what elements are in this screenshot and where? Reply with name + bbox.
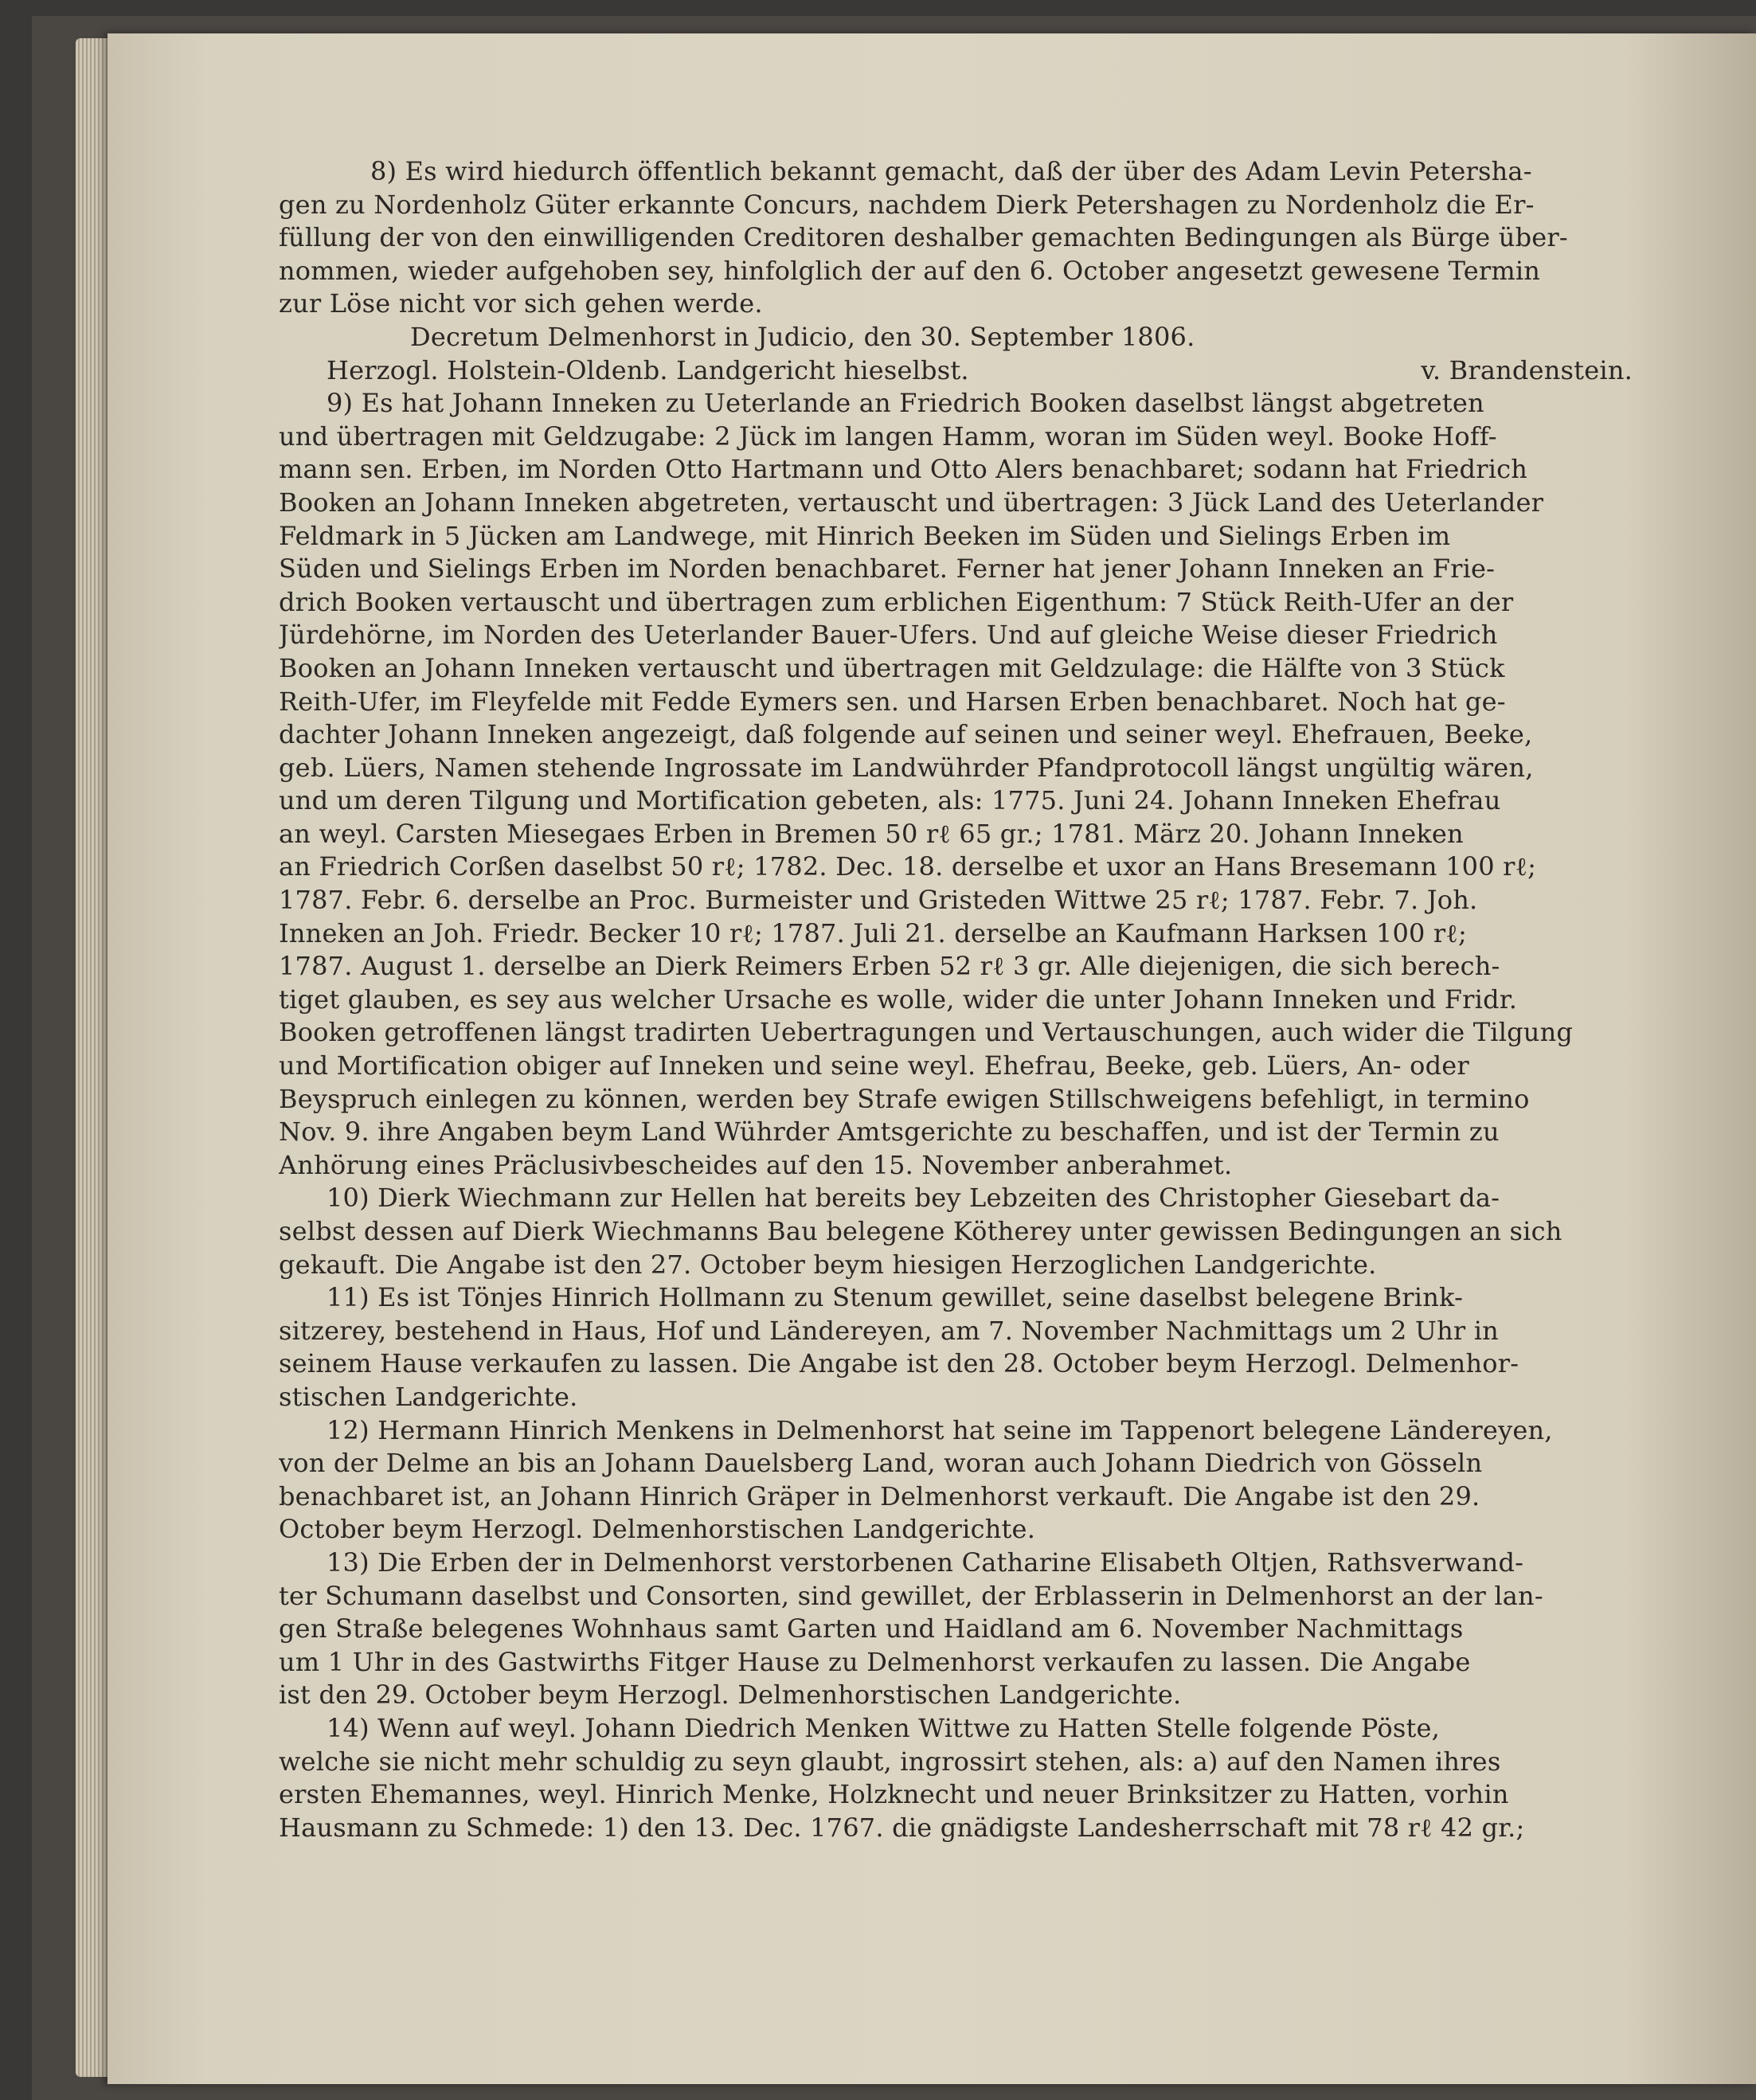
entry-line: mann sen. Erben, im Norden Otto Hartmann und Otto Alers benachbaret; sodann hat Friedrich xyxy=(279,454,1528,485)
entry-11 xyxy=(279,1281,1633,1414)
entry-line: stischen Landgerichte. xyxy=(279,1381,578,1412)
entry-line: gen Straße belegenes Wohnhaus samt Garten und Haidland am 6. November Nachmittags xyxy=(279,1613,1464,1644)
entry-line: 1787. August 1. derselbe an Dierk Reimers Erben 52 rℓ 3 gr. Alle diejenigen, die sich berech- xyxy=(279,951,1500,982)
decree-line: Decretum Delmenhorst in Judicio, den 30. September 1806. xyxy=(410,321,1195,352)
entry-line: nommen, wieder aufgehoben sey, hinfolglich der auf den 6. October angesetzt gewesene Termin xyxy=(279,255,1541,286)
entry-line: welche sie nicht mehr schuldig zu seyn glaubt, ingrossirt stehen, als: a) auf den Namen ihres xyxy=(279,1746,1501,1777)
entry-line: um 1 Uhr in des Gastwirths Fitger Hause zu Delmenhorst verkaufen zu lassen. Die Angabe xyxy=(279,1646,1471,1677)
entry-line: und um deren Tilgung und Mortification gebeten, als: 1775. Juni 24. Johann Inneken Ehefrau xyxy=(279,785,1501,816)
entry-line: ist den 29. October beym Herzogl. Delmenhorstischen Landgerichte. xyxy=(279,1680,1182,1711)
entry-line: Beyspruch einlegen zu können, werden bey Strafe ewigen Stillschweigens befehligt, in termino xyxy=(279,1083,1530,1114)
entry-9 xyxy=(279,387,1633,1182)
entry-12 xyxy=(279,1414,1633,1547)
entry-line: Anhörung eines Präclusivbescheides auf den 15. November anberahmet. xyxy=(279,1149,1233,1180)
entry-line: zur Löse nicht vor sich gehen werde. xyxy=(279,288,763,319)
signature-line xyxy=(279,354,1633,388)
entry-line: gekauft. Die Angabe ist den 27. October beym hiesigen Herzoglichen Landgerichte. xyxy=(279,1249,1377,1280)
entry-line: drich Booken vertauscht und übertragen zum erblichen Eigenthum: 7 Stück Reith-Ufer an der xyxy=(279,586,1514,617)
entry-line: 10) Dierk Wiechmann zur Hellen hat bereits bey Lebzeiten des Christopher Giesebart da- xyxy=(327,1183,1500,1214)
entry-line: an weyl. Carsten Miesegaes Erben in Bremen 50 rℓ 65 gr.; 1781. März 20. Johann Inneken xyxy=(279,818,1464,849)
entry-line: 13) Die Erben der in Delmenhorst verstorbenen Catharine Elisabeth Oltjen, Rathsverwand- xyxy=(327,1547,1524,1578)
entry-line: October beym Herzogl. Delmenhorstischen Landgerichte. xyxy=(279,1514,1036,1545)
entry-line: Nov. 9. ihre Angaben beym Land Wührder Amtsgerichte zu beschaffen, und ist der Termin zu xyxy=(279,1116,1500,1148)
entry-line: und übertragen mit Geldzugabe: 2 Jück im langen Hamm, woran im Süden weyl. Booke Hoff- xyxy=(279,420,1497,452)
official-signature: v. Brandenstein. xyxy=(1421,354,1633,385)
entry-line: 9) Es hat Johann Inneken zu Ueterlande an Friedrich Booken daselbst längst abgetreten xyxy=(327,388,1484,419)
entry-line: Inneken an Joh. Friedr. Becker 10 rℓ; 1787. Juli 21. derselbe an Kaufmann Harksen 100 rℓ; xyxy=(279,917,1467,948)
entry-line: von der Delme an bis an Johann Dauelsberg Land, woran auch Johann Diedrich von Gösseln xyxy=(279,1448,1483,1479)
entry-10 xyxy=(279,1182,1633,1281)
entry-line: gen zu Nordenholz Güter erkannte Concurs, nachdem Dierk Petershagen zu Nordenholz die Er- xyxy=(279,189,1535,220)
entry-line: dachter Johann Inneken angezeigt, daß folgende auf seinen und seiner weyl. Ehefrauen, Beeke, xyxy=(279,719,1533,750)
entry-line: ersten Ehemannes, weyl. Hinrich Menke, Holzknecht und neuer Brinksitzer zu Hatten, vorhin xyxy=(279,1779,1509,1810)
entry-line: Süden und Sielings Erben im Norden benachbaret. Ferner hat jener Johann Inneken an Frie- xyxy=(279,553,1496,585)
entry-line: ter Schumann daselbst und Consorten, sind gewillet, der Erblasserin in Delmenhorst an der lan- xyxy=(279,1580,1543,1611)
entry-line: 11) Es ist Tönjes Hinrich Hollmann zu Stenum gewillet, seine daselbst belegene Brink- xyxy=(327,1282,1464,1313)
entry-14 xyxy=(279,1712,1633,1844)
entry-line: 8) Es wird hiedurch öffentlich bekannt gemacht, daß der über des Adam Levin Petersha- xyxy=(370,156,1532,186)
entry-line: füllung der von den einwilligenden Creditoren deshalber gemachten Bedingungen als Bürge über- xyxy=(279,222,1568,253)
entry-line: 14) Wenn auf weyl. Johann Diedrich Menken Wittwe zu Hatten Stelle folgende Pöste, xyxy=(327,1712,1441,1743)
entry-line: 12) Hermann Hinrich Menkens in Delmenhorst hat seine im Tappenort belegene Ländereyen, xyxy=(327,1414,1553,1445)
entry-line: und Mortification obiger auf Inneken und seine weyl. Ehefrau, Beeke, geb. Lüers, An- oder xyxy=(279,1050,1469,1081)
entry-8 xyxy=(279,155,1633,387)
entry-line: tiget glauben, es sey aus welcher Ursache es wolle, wider die unter Johann Inneken und Fridr. xyxy=(279,984,1518,1015)
text-block xyxy=(279,155,1633,1844)
entry-line: an Friedrich Corßen daselbst 50 rℓ; 1782. Dec. 18. derselbe et uxor an Hans Bresemann 100 rℓ; xyxy=(279,851,1537,882)
entry-line: Booken getroffenen längst tradirten Uebertragungen und Vertauschungen, auch wider die Tilgung xyxy=(279,1017,1574,1048)
entry-line: Hausmann zu Schmede: 1) den 13. Dec. 1767. die gnädigste Landesherrschaft mit 78 rℓ 42 gr.; xyxy=(279,1812,1525,1843)
entry-line: 1787. Febr. 6. derselbe an Proc. Burmeister und Gristeden Wittwe 25 rℓ; 1787. Febr. 7. Joh. xyxy=(279,885,1478,916)
entry-line: Jürdehörne, im Norden des Ueterlander Bauer-Ufers. Und auf gleiche Weise dieser Friedrich xyxy=(279,620,1498,651)
entry-line: Booken an Johann Inneken vertauscht und übertragen mit Geldzulage: die Hälfte von 3 Stück xyxy=(279,652,1505,683)
entry-line: benachbaret ist, an Johann Hinrich Gräper in Delmenhorst verkauft. Die Angabe ist den 29. xyxy=(279,1480,1480,1511)
entry-line: Feldmark in 5 Jücken am Landwege, mit Hinrich Beeken im Süden und Sielings Erben im xyxy=(279,520,1451,551)
entry-line: sitzerey, bestehend in Haus, Hof und Ländereyen, am 7. November Nachmittags um 2 Uhr in xyxy=(279,1315,1499,1346)
court-signature: Herzogl. Holstein-Oldenb. Landgericht hieselbst. xyxy=(327,354,969,385)
entry-line: Reith-Ufer, im Fleyfelde mit Fedde Eymers sen. und Harsen Erben benachbaret. Noch hat ge- xyxy=(279,686,1506,717)
entry-line: geb. Lüers, Namen stehende Ingrossate im Landwührder Pfandprotocoll längst ungültig wären, xyxy=(279,752,1534,783)
entry-13 xyxy=(279,1547,1633,1712)
entry-line: Booken an Johann Inneken abgetreten, vertauscht und übertragen: 3 Jück Land des Ueterlander xyxy=(279,487,1544,518)
entry-line: selbst dessen auf Dierk Wiechmanns Bau belegene Kötherey unter gewissen Bedingungen an sich xyxy=(279,1216,1562,1246)
entry-line: seinem Hause verkaufen zu lassen. Die Angabe ist den 28. October beym Herzogl. Delmenhor- xyxy=(279,1348,1519,1379)
